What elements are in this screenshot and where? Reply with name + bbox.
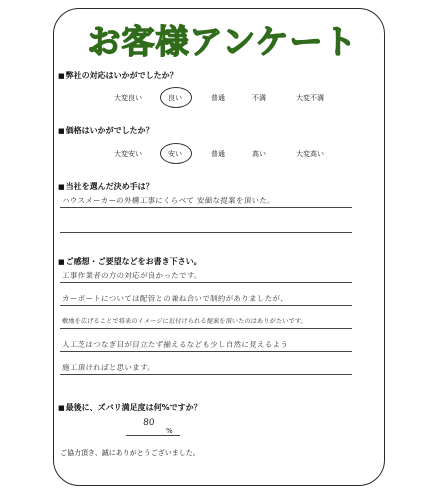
survey-title: お客様アンケート xyxy=(87,22,358,61)
question-label: 価格はいかがでしたか？ xyxy=(65,126,154,135)
answer-line xyxy=(60,305,352,306)
handwritten-answer: ハウスメーカーの外構工事にくらべて 安価な提案を頂いた。 xyxy=(61,196,276,205)
option-normal: 普通 xyxy=(211,94,225,102)
question-label: ご感想・ご要望などをお書き下さい。 xyxy=(65,257,202,266)
question-label: 当社を選んだ決め手は？ xyxy=(65,182,154,191)
option-unsatisfied: 不満 xyxy=(252,94,266,102)
satisfaction-value: 80 xyxy=(142,418,155,428)
answer-line xyxy=(60,328,352,329)
handwritten-answer: カーポートについては配管との兼ね合いで制約がありましたが、 xyxy=(61,294,289,303)
answer-line xyxy=(60,207,352,208)
question-satisfaction xyxy=(58,402,202,413)
question-label: 弊社の対応はいかがでしたか？ xyxy=(65,71,178,80)
question-bullet: ■ xyxy=(58,258,65,266)
option-good: 良い xyxy=(168,94,182,102)
question-service xyxy=(58,70,178,81)
selected-circle xyxy=(160,87,192,108)
question-bullet: ■ xyxy=(58,127,65,135)
question-comments xyxy=(58,256,202,267)
option-very-unsatisfied: 大変不満 xyxy=(296,94,324,102)
option-normal: 普通 xyxy=(211,150,225,158)
option-cheap: 安い xyxy=(168,150,182,158)
option-expensive: 高い xyxy=(252,150,266,158)
handwritten-answer: 敷地を広げることで将来のイメージに近付けられる提案を頂いたのはありがたいです。 xyxy=(61,318,308,325)
answer-line xyxy=(60,351,352,352)
handwritten-answer: 工事作業者の方の対応が良かったです。 xyxy=(61,271,203,280)
question-bullet: ■ xyxy=(58,72,65,80)
thanks-message: ご協力頂き、誠にありがとうございました。 xyxy=(60,449,200,457)
option-very-good: 大変良い xyxy=(114,94,142,102)
question-label: 最後に、ズバリ満足度は何%ですか？ xyxy=(65,403,202,412)
answer-line xyxy=(60,282,352,283)
handwritten-answer: 人工芝はつなぎ目が目立たず揃えるなども少し自然に見えるよう xyxy=(61,340,289,349)
question-price xyxy=(58,125,154,136)
answer-line xyxy=(60,232,352,233)
answer-line xyxy=(60,374,352,375)
question-bullet: ■ xyxy=(58,404,65,412)
handwritten-answer: 施工頂ければと思います。 xyxy=(61,363,156,372)
percent-unit: % xyxy=(166,427,173,435)
option-very-expensive: 大変高い xyxy=(296,150,324,158)
question-bullet: ■ xyxy=(58,183,65,191)
question-reason xyxy=(58,181,154,192)
option-very-cheap: 大変安い xyxy=(114,150,142,158)
selected-circle xyxy=(160,143,192,164)
answer-line xyxy=(126,435,180,436)
